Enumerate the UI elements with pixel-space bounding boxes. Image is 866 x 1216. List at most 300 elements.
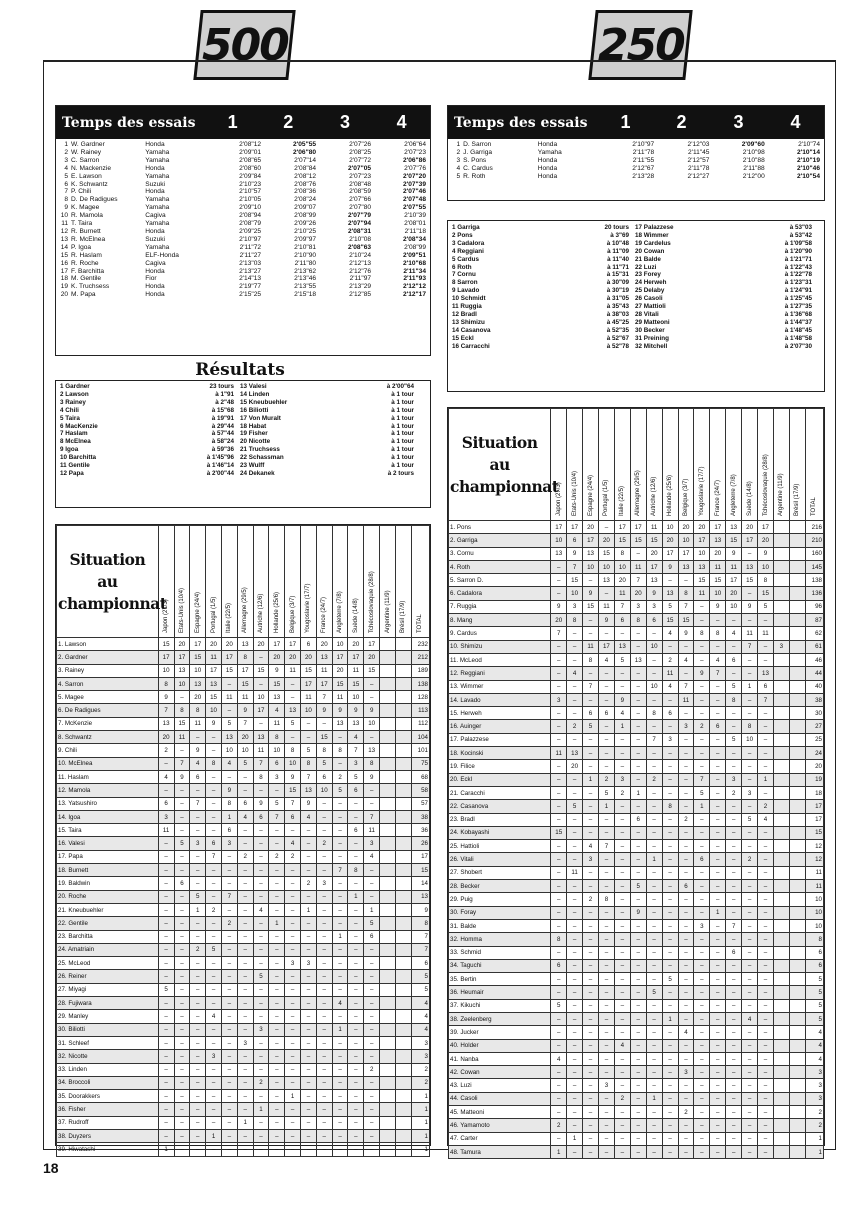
lap-time: 2'08"60 (239, 164, 262, 172)
points-cell: – (598, 1052, 614, 1065)
session-4: 4 (396, 112, 407, 132)
table-row (57, 810, 430, 823)
lap-time: 2'08"63 (348, 243, 372, 251)
points-cell: – (301, 943, 317, 956)
points-cell: – (758, 760, 774, 773)
result-rider: 10 Schmidt (452, 295, 486, 303)
points-cell: – (583, 906, 599, 919)
column-header (206, 526, 222, 638)
total-cell: 138 (805, 574, 823, 587)
points-cell: – (758, 933, 774, 946)
points-cell (789, 1066, 805, 1079)
points-cell: – (694, 707, 710, 720)
points-cell: 8 (726, 693, 742, 706)
points-cell (789, 720, 805, 733)
points-cell: – (253, 824, 269, 837)
points-cell: 17 (364, 638, 380, 651)
result-gap: à 1'25"45 (784, 295, 812, 303)
points-cell: – (285, 691, 301, 704)
points-cell: – (551, 1132, 567, 1145)
points-cell: – (678, 840, 694, 853)
points-cell: – (332, 957, 348, 970)
points-cell: 7 (285, 797, 301, 810)
column-header (316, 526, 332, 638)
points-cell: – (614, 999, 630, 1012)
session-3: 3 (733, 112, 744, 132)
points-cell: – (221, 930, 237, 943)
total-cell: 44 (805, 667, 823, 680)
points-cell: 17 (567, 521, 583, 534)
points-cell: – (742, 547, 758, 560)
table-row (449, 560, 824, 573)
points-cell: 2 (158, 744, 174, 757)
points-cell: – (316, 864, 332, 877)
points-cell: – (726, 1039, 742, 1052)
total-cell: 189 (411, 664, 429, 677)
rider-name: D. De Radigues (71, 196, 118, 204)
points-cell: – (174, 1010, 190, 1023)
points-cell: – (694, 1039, 710, 1052)
points-cell: – (710, 880, 726, 893)
points-cell: – (551, 893, 567, 906)
lap-time: 2'10"19 (796, 156, 820, 164)
table-row (449, 986, 824, 999)
points-cell (380, 810, 396, 823)
points-cell: 5 (630, 880, 646, 893)
points-cell: 2 (567, 720, 583, 733)
points-cell: – (614, 667, 630, 680)
points-cell: 11 (662, 667, 678, 680)
column-header (348, 526, 364, 638)
column-header (237, 526, 253, 638)
points-cell: – (614, 1012, 630, 1025)
lap-time: 2'12"12 (402, 283, 427, 291)
points-cell: – (551, 574, 567, 587)
lap-time: 2'19"77 (239, 283, 262, 291)
points-cell: 6 (158, 797, 174, 810)
points-cell: – (190, 1090, 206, 1103)
column-label: Allemagne (29/5) (635, 470, 642, 516)
points-cell: – (301, 1076, 317, 1089)
points-cell: – (646, 667, 662, 680)
points-cell: – (174, 1129, 190, 1142)
points-cell: – (221, 1129, 237, 1142)
lap-time: 2'07"39 (402, 180, 427, 188)
points-cell: – (662, 880, 678, 893)
points-cell: – (726, 1079, 742, 1092)
points-cell: – (758, 1145, 774, 1158)
points-cell: – (567, 826, 583, 839)
points-cell: – (662, 640, 678, 653)
points-cell: – (285, 1103, 301, 1116)
column-label: Allemagne (29/5) (242, 587, 249, 633)
rider-name: 30. Biliotti (57, 1023, 159, 1036)
points-cell (789, 693, 805, 706)
result-rider: 22 Schassman (240, 454, 284, 462)
points-cell: – (646, 786, 662, 799)
points-cell: – (269, 930, 285, 943)
points-cell: – (158, 997, 174, 1010)
points-cell: 11 (598, 600, 614, 613)
points-cell: – (678, 574, 694, 587)
points-cell: – (174, 957, 190, 970)
points-cell: – (710, 999, 726, 1012)
column-header (662, 409, 678, 521)
points-cell: – (206, 1063, 222, 1076)
points-cell: – (158, 850, 174, 863)
points-cell (773, 973, 789, 986)
points-cell: – (630, 1079, 646, 1092)
points-cell: 7 (348, 744, 364, 757)
rider-name: 10. McElnea (57, 757, 159, 770)
points-cell: – (646, 1066, 662, 1079)
points-cell: – (221, 1010, 237, 1023)
table-row (449, 547, 824, 560)
points-cell (773, 693, 789, 706)
lap-time: 2'10"57 (239, 188, 262, 196)
table-row (449, 1052, 824, 1065)
points-cell: – (646, 653, 662, 666)
result-row (452, 335, 820, 343)
result-row (60, 399, 426, 407)
points-cell: – (206, 997, 222, 1010)
points-cell: – (694, 959, 710, 972)
rider-name: 37. Kikuchi (449, 999, 551, 1012)
points-cell: – (253, 837, 269, 850)
points-cell: – (630, 680, 646, 693)
points-cell: – (316, 943, 332, 956)
points-cell (773, 733, 789, 746)
points-cell: – (758, 1119, 774, 1132)
total-cell: 11 (805, 880, 823, 893)
table-row (449, 773, 824, 786)
points-cell: – (583, 946, 599, 959)
points-cell: 5 (301, 744, 317, 757)
points-cell: – (567, 1012, 583, 1025)
points-cell: – (174, 784, 190, 797)
points-cell: – (269, 1103, 285, 1116)
points-cell: – (158, 943, 174, 956)
result-gap: à 2 tours (387, 469, 414, 477)
bike-make: Yamaha (145, 196, 170, 204)
points-cell: – (253, 651, 269, 664)
points-cell: 20 (598, 534, 614, 547)
points-cell: – (253, 1010, 269, 1023)
points-cell: 3 (583, 853, 599, 866)
points-cell: – (567, 906, 583, 919)
points-cell: – (583, 1026, 599, 1039)
points-cell (380, 1129, 396, 1142)
table-row (449, 587, 824, 600)
points-cell: – (758, 1052, 774, 1065)
rider-name: C. Sarron (71, 156, 100, 164)
points-cell: 11 (758, 627, 774, 640)
points-cell: 10 (285, 757, 301, 770)
result-gap: à 57"44 (211, 430, 234, 438)
points-cell: – (190, 917, 206, 930)
points-cell (773, 933, 789, 946)
points-cell: – (614, 1066, 630, 1079)
result-gap: à 2"48 (215, 398, 234, 406)
points-cell: – (316, 903, 332, 916)
points-cell: – (551, 840, 567, 853)
points-cell: – (646, 999, 662, 1012)
points-cell (789, 760, 805, 773)
result-rider: 3 Rainey (60, 398, 86, 406)
points-cell: – (583, 1039, 599, 1052)
result-gap: à 1'24"91 (784, 287, 812, 295)
points-cell: 4 (269, 704, 285, 717)
table-row (57, 930, 430, 943)
points-cell: 8 (646, 707, 662, 720)
points-cell: – (221, 970, 237, 983)
points-cell (773, 1145, 789, 1158)
points-cell: 20 (678, 521, 694, 534)
lap-time: 2'12"00 (742, 172, 765, 180)
column-label: TOTAL (417, 614, 424, 633)
points-cell: – (662, 853, 678, 866)
bike-make: Honda (537, 164, 558, 172)
points-cell (789, 919, 805, 932)
points-cell (789, 733, 805, 746)
lap-time: 2'11"78 (632, 148, 655, 156)
points-cell (395, 890, 411, 903)
position: 13 (60, 235, 69, 243)
lap-time: 2'08"99 (294, 212, 317, 220)
rider-name: D. Sarron (463, 141, 492, 148)
points-cell: 3 (678, 1066, 694, 1079)
points-cell (395, 1116, 411, 1129)
points-cell: – (630, 999, 646, 1012)
result-row (452, 240, 820, 248)
points-cell: – (646, 760, 662, 773)
points-cell: 9 (206, 717, 222, 730)
table-row (449, 534, 824, 547)
points-cell: – (583, 1106, 599, 1119)
qualifying-row (56, 204, 430, 212)
column-label: Angleterre (7/8) (730, 474, 737, 516)
points-cell: – (285, 1116, 301, 1129)
points-cell: – (206, 824, 222, 837)
points-cell: 17 (253, 704, 269, 717)
points-cell: – (364, 784, 380, 797)
points-cell (789, 813, 805, 826)
points-cell: – (567, 813, 583, 826)
points-cell: – (694, 840, 710, 853)
points-cell: – (662, 1145, 678, 1158)
essais-250-list (448, 139, 824, 181)
points-cell: 13 (726, 521, 742, 534)
lap-time: 2'08"36 (294, 188, 317, 196)
points-cell: – (598, 959, 614, 972)
session-3: 3 (339, 112, 350, 132)
column-header (332, 526, 348, 638)
points-cell: 10 (742, 733, 758, 746)
table-row (57, 1050, 430, 1063)
points-cell: – (269, 1036, 285, 1049)
points-cell: – (348, 837, 364, 850)
points-cell: 13 (348, 717, 364, 730)
lap-time: 2'08"24 (294, 196, 317, 204)
points-cell: – (710, 760, 726, 773)
points-cell: 6 (678, 880, 694, 893)
points-cell: – (221, 1090, 237, 1103)
table-header-row (57, 526, 430, 638)
points-cell: – (567, 1092, 583, 1105)
lap-time: 2'10"74 (798, 141, 820, 148)
table-row (57, 983, 430, 996)
points-cell: 10 (678, 534, 694, 547)
points-cell: – (348, 877, 364, 890)
position: 15 (60, 251, 69, 259)
points-cell (773, 946, 789, 959)
points-cell: – (332, 1036, 348, 1049)
points-cell: – (174, 1063, 190, 1076)
points-cell: – (237, 784, 253, 797)
points-cell: 2 (190, 943, 206, 956)
points-cell (789, 707, 805, 720)
points-cell: – (630, 747, 646, 760)
points-cell: – (583, 693, 599, 706)
points-cell: – (206, 770, 222, 783)
points-cell: – (710, 786, 726, 799)
points-cell: – (694, 640, 710, 653)
rider-name: 22. Casanova (449, 800, 551, 813)
points-cell: 11 (567, 866, 583, 879)
column-header (694, 409, 710, 521)
column-label: Angleterre (7/8) (337, 591, 344, 633)
points-cell: 9 (710, 600, 726, 613)
points-cell: 6 (348, 824, 364, 837)
points-cell: 6 (598, 707, 614, 720)
rider-name: 18. Burnett (57, 864, 159, 877)
points-cell: – (662, 1106, 678, 1119)
points-cell: – (726, 959, 742, 972)
points-cell: – (253, 957, 269, 970)
points-cell: – (726, 800, 742, 813)
bike-make: Yamaha (145, 148, 170, 156)
essais-250-panel (447, 105, 825, 201)
table-row (449, 1039, 824, 1052)
points-cell (380, 1076, 396, 1089)
points-cell: 8 (364, 757, 380, 770)
table-row (449, 1026, 824, 1039)
table-row (449, 973, 824, 986)
column-label: Autriche (12/6) (258, 593, 264, 633)
points-cell (789, 1026, 805, 1039)
points-cell: 15 (364, 664, 380, 677)
total-cell: 17 (805, 813, 823, 826)
points-cell: – (583, 999, 599, 1012)
points-cell: – (678, 1132, 694, 1145)
table-row (449, 826, 824, 839)
points-cell: – (583, 733, 599, 746)
points-cell: – (253, 917, 269, 930)
total-cell: 2 (805, 1119, 823, 1132)
qualifying-row (56, 165, 430, 173)
points-cell: – (662, 893, 678, 906)
points-cell: 13 (694, 560, 710, 573)
lap-time: 2'10"23 (239, 180, 262, 188)
points-cell: 20 (316, 638, 332, 651)
points-cell: – (742, 893, 758, 906)
points-cell (789, 999, 805, 1012)
points-cell: – (348, 1063, 364, 1076)
rider-name: M. Gentile (71, 275, 102, 283)
points-cell (380, 638, 396, 651)
points-cell (395, 930, 411, 943)
points-cell: – (630, 840, 646, 853)
points-cell: – (678, 733, 694, 746)
points-cell: – (237, 997, 253, 1010)
points-cell: – (332, 903, 348, 916)
points-cell: 7 (726, 919, 742, 932)
points-cell: – (630, 760, 646, 773)
points-cell: 7 (614, 600, 630, 613)
points-cell: – (174, 691, 190, 704)
points-cell: – (285, 864, 301, 877)
points-cell: – (646, 826, 662, 839)
rider-name: 1. Lawson (57, 638, 159, 651)
points-cell: 15 (758, 587, 774, 600)
points-cell: 8 (221, 797, 237, 810)
position: 12 (60, 227, 69, 235)
points-cell: – (364, 1050, 380, 1063)
points-cell: – (678, 707, 694, 720)
points-cell: – (221, 903, 237, 916)
points-cell: – (583, 1132, 599, 1145)
points-cell: – (710, 1039, 726, 1052)
table-row (449, 999, 824, 1012)
points-cell: – (348, 903, 364, 916)
points-cell: 5 (598, 786, 614, 799)
points-cell: – (646, 1132, 662, 1145)
points-cell: – (598, 813, 614, 826)
points-cell (789, 786, 805, 799)
points-cell: 3 (551, 693, 567, 706)
points-cell: 9 (598, 614, 614, 627)
lap-time: 2'12"67 (632, 164, 655, 172)
total-cell: 11 (805, 866, 823, 879)
points-cell: – (583, 1119, 599, 1132)
points-cell: – (646, 1052, 662, 1065)
points-cell: – (598, 919, 614, 932)
points-cell: – (364, 943, 380, 956)
points-cell: – (158, 1063, 174, 1076)
column-header (285, 526, 301, 638)
points-cell: 15 (551, 826, 567, 839)
points-cell: – (710, 1066, 726, 1079)
points-cell: – (158, 970, 174, 983)
points-cell: 10 (694, 547, 710, 560)
points-cell: – (551, 1092, 567, 1105)
points-cell: 9 (253, 797, 269, 810)
points-cell: – (694, 1132, 710, 1145)
points-cell: – (567, 693, 583, 706)
result-gap: à 53"42 (789, 231, 812, 239)
points-cell: 7 (190, 797, 206, 810)
total-cell: 24 (805, 747, 823, 760)
points-cell (773, 853, 789, 866)
bike-make: Fior (145, 275, 157, 283)
situation-500-panel (55, 524, 431, 1153)
points-cell: 15 (301, 664, 317, 677)
column-header (190, 526, 206, 638)
total-cell: 62 (805, 627, 823, 640)
points-cell: – (206, 810, 222, 823)
points-cell: – (316, 970, 332, 983)
points-cell: – (364, 1010, 380, 1023)
